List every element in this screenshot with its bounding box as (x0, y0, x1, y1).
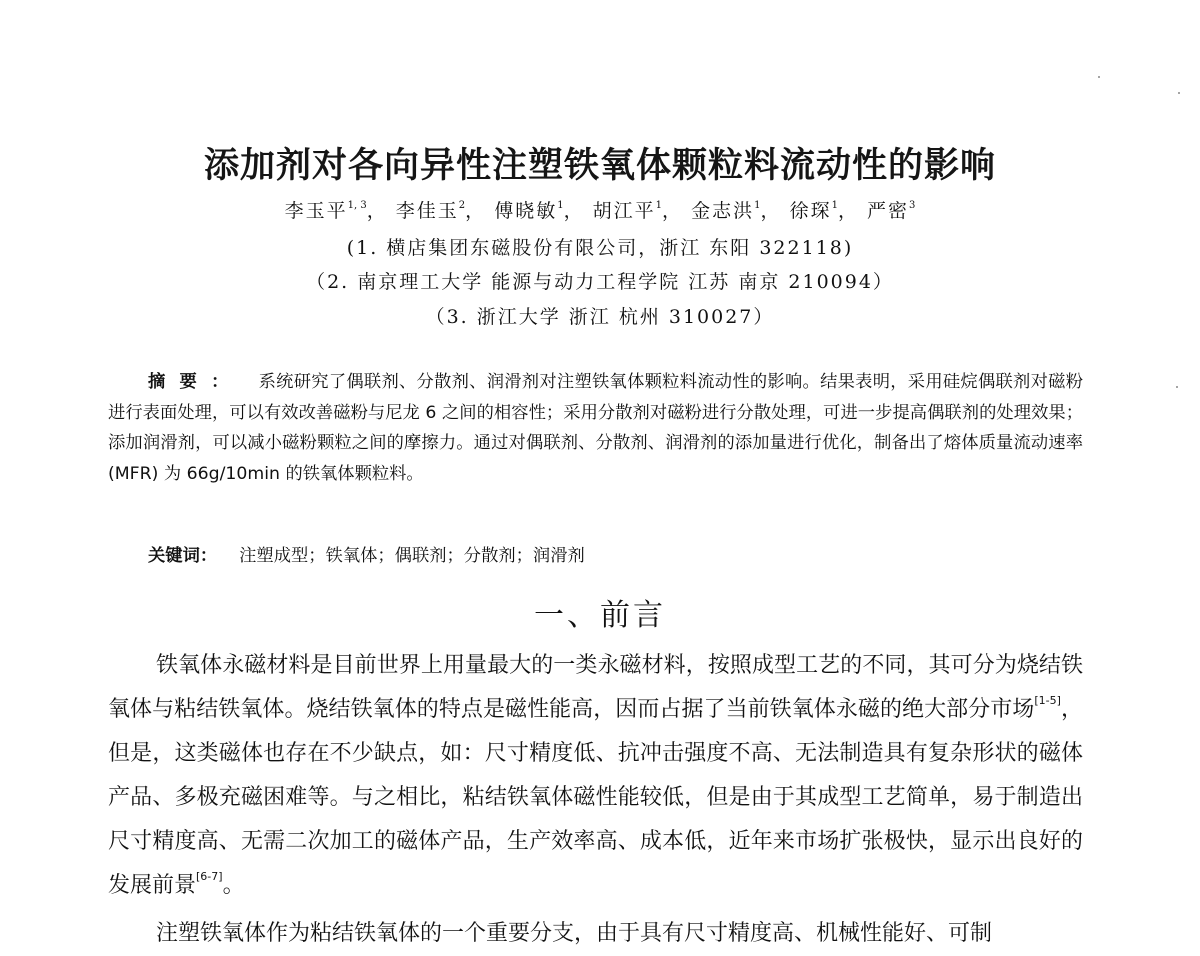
affiliation-1: (1. 横店集团东磁股份有限公司，浙江 东阳 322118) (346, 237, 854, 259)
keywords-text: 注塑成型；铁氧体；偶联剂；分散剂；润滑剂 (239, 546, 585, 566)
author: 胡江平$^1$， (592, 200, 684, 222)
citation: [1-5] (1034, 694, 1061, 707)
paragraph-1: 铁氧体永磁材料是目前世界上用量最大的一类永磁材料，按照成型工艺的不同，其可分为烧结铁氧体与粘结铁氧体。烧结铁氧体的特点是磁性能高，因而占据了当前铁氧体永磁的绝大部分市场[1-5]，但是，这类磁体也存在不少缺点，如：尺寸精度低、抗冲击强度不高、无法制造具有复杂形状的磁体产品、多极充磁困难等。与之相比，粘结铁氧体磁性能较低，但是由于其成型工艺简单，易于制造出尺寸精度高、无需二次加工的磁体产品，生产效率高、成本低，近年来市场扩张极快，显示出良好的发展前景[6-7]。 (108, 653, 1083, 898)
body-text (108, 644, 1083, 956)
citation: [6-7] (196, 870, 223, 883)
scan-speck (1176, 386, 1178, 388)
author: 傅晓敏$^1$， (494, 200, 585, 222)
abstract-text: 系统研究了偶联剂、分散剂、润滑剂对注塑铁氧体颗粒料流动性的影响。结果表明，采用硅烷偶联剂对磁粉进行表面处理，可以有效改善磁粉与尼龙 6 之间的相容性；采用分散剂对磁粉进行分散处理，可进一步提高偶联剂的处理效果；添加润滑剂，可以减小磁粉颗粒之间的摩擦力。通过对偶联剂、分散剂、润滑剂的添加量进行优化，制备出了熔体质量流动速率 (MFR) 为 66g/10min 的铁氧体颗粒料。 (108, 372, 1083, 484)
author: 严密$^3$ (867, 200, 916, 222)
author-list (0, 196, 1200, 223)
paragraph-2: 注塑铁氧体作为粘结铁氧体的一个重要分支，由于具有尺寸精度高、机械性能好、可制 (156, 921, 993, 946)
author: 李佳玉$^2$， (395, 200, 487, 222)
abstract (108, 367, 1083, 489)
abstract-label: 摘要： (148, 372, 243, 392)
author: 徐琛$^1$， (789, 200, 859, 222)
affiliation-3: （3. 浙江大学 浙江 杭州 310027） (425, 306, 775, 328)
scan-speck (1178, 92, 1180, 94)
author: 金志洪$^1$， (691, 200, 782, 222)
paper-title: 添加剂对各向异性注塑铁氧体颗粒料流动性的影响 (203, 146, 996, 186)
keywords-label: 关键词： (148, 546, 218, 566)
scan-speck (1098, 76, 1100, 78)
section-heading: 一、前言 (534, 598, 666, 633)
keywords (148, 541, 585, 566)
author: 李玉平$^{1, 3}$， (284, 200, 388, 222)
affiliation-2: （2. 南京理工大学 能源与动力工程学院 江苏 南京 210094） (306, 271, 894, 293)
